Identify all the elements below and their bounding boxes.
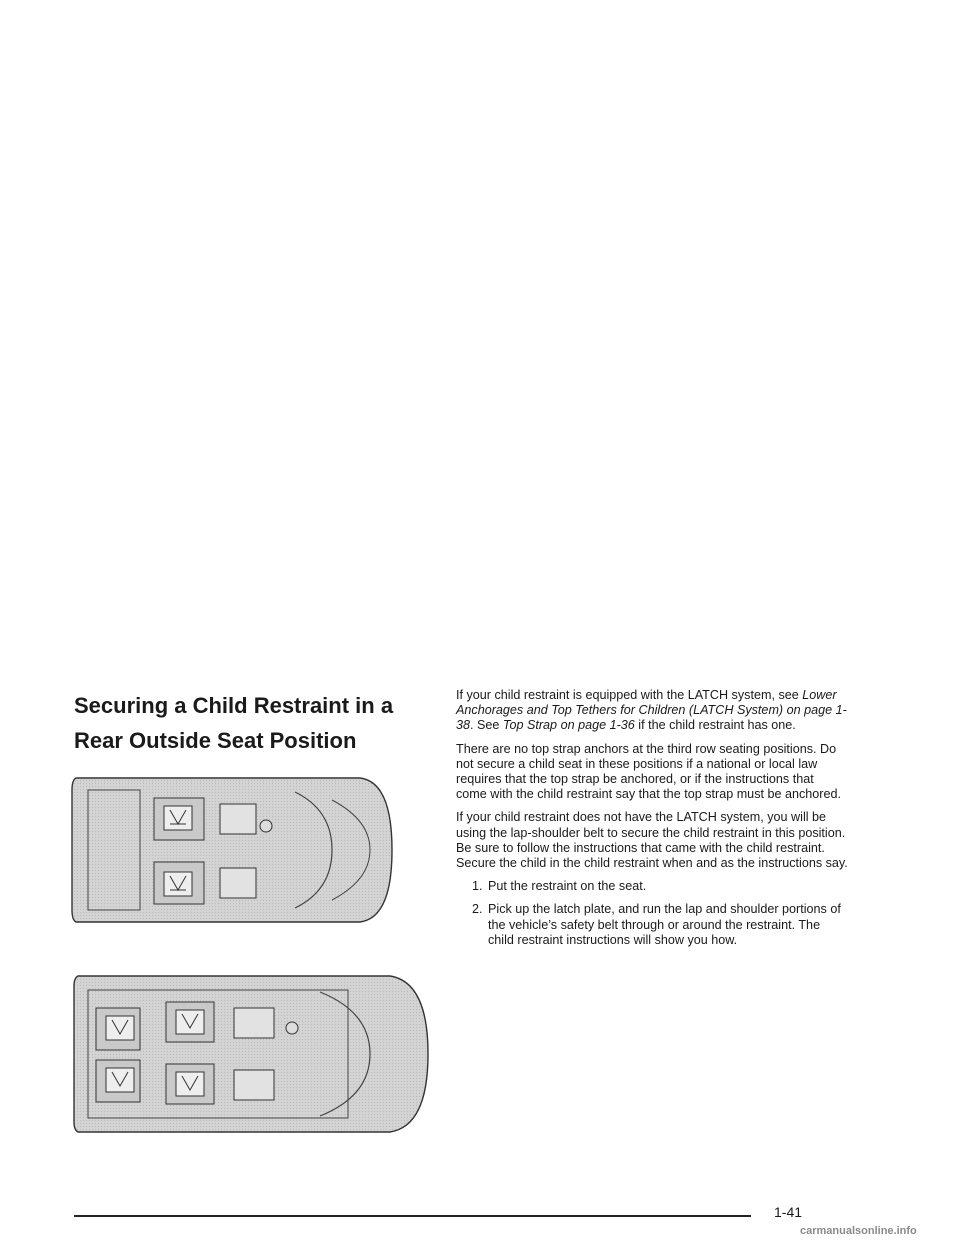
steps-list xyxy=(456,879,848,948)
step-item: 2. Pick up the latch plate, and run the lap and shoulder portions of the vehicle’s safety belt through or around the restraint. The child restraint instructions will show you how. xyxy=(472,902,841,947)
footer-rule xyxy=(74,1215,751,1217)
text-column xyxy=(456,688,848,956)
sedan-seating-diagram xyxy=(70,770,400,930)
paragraph-third-row: There are no top strap anchors at the third row seating positions. Do not secure a child seat in these positions if a national or local law requires that the top strap be anchored, or if the instructions that come with the child restraint say that the top strap must be anchored. xyxy=(456,741,842,802)
paragraph-latch: If your child restraint is equipped with the LATCH system, see Lower Anchorages and Top Tethers for Children (LATCH System) on page 1-38. See Top Strap on page 1-36 if the child restraint has one. xyxy=(456,688,847,733)
three-row-seating-diagram xyxy=(70,972,432,1137)
step-item: 1. Put the restraint on the seat. xyxy=(472,879,647,894)
watermark: carmanualsonline.info xyxy=(800,1225,917,1237)
reference-top-strap: Top Strap on page 1-36 xyxy=(502,718,635,733)
section-heading: Securing a Child Restraint in a Rear Outside Seat Position xyxy=(74,693,394,753)
reference-latch: Lower Anchorages and Top Tethers for Children (LATCH System) on page 1-38 xyxy=(456,688,847,733)
paragraph-no-latch: If your child restraint does not have the LATCH system, you will be using the lap-shoulder belt to secure the child restraint in this position. Be sure to follow the instructions that came with the child restraint. Secure the child in the child restraint when and as the instructions say. xyxy=(456,810,848,871)
page-number: 1-41 xyxy=(774,1204,803,1220)
